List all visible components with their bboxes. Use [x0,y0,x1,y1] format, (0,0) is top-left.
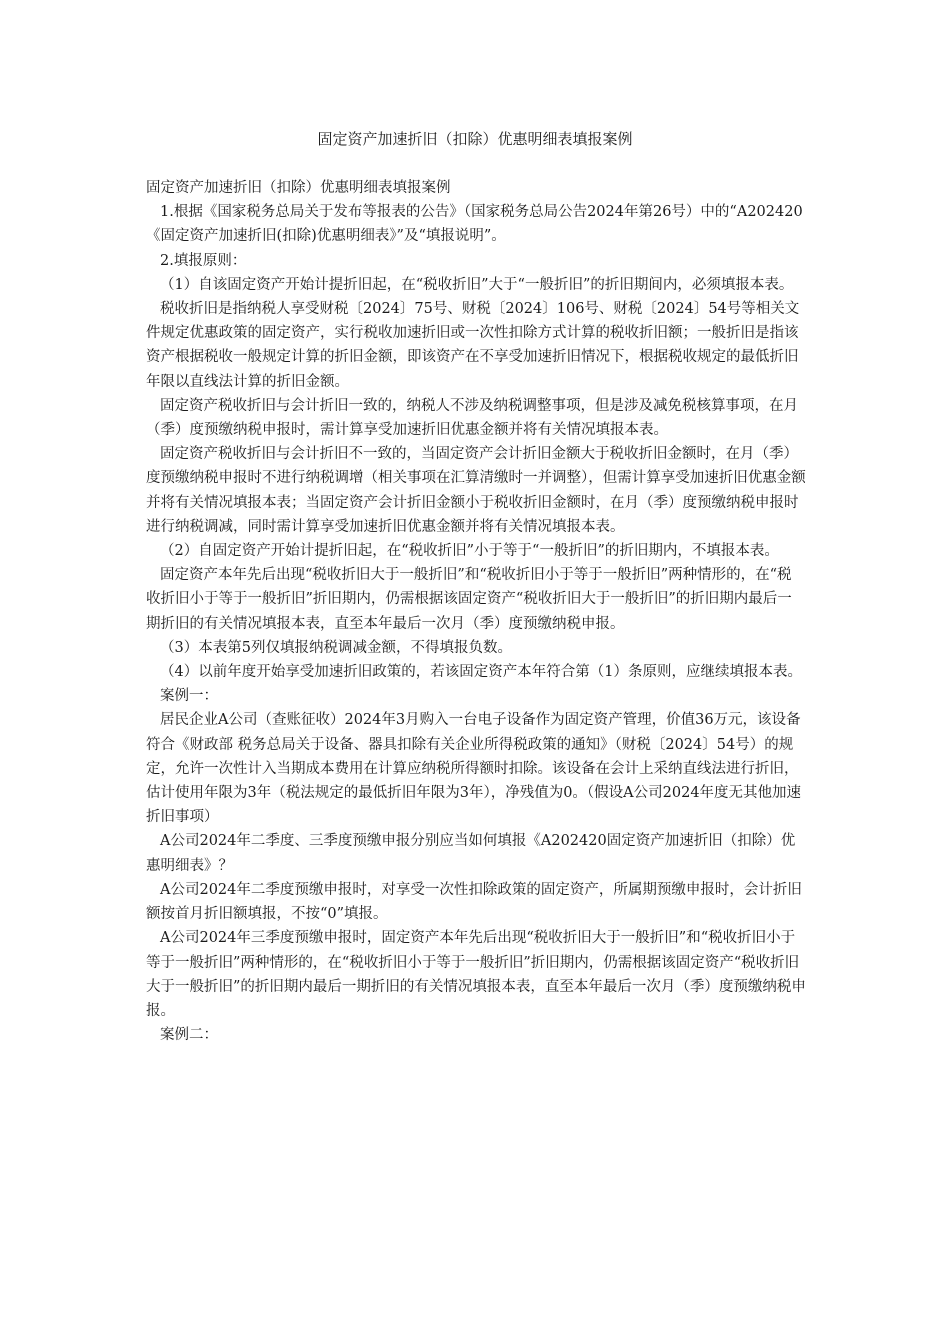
page-title: 固定资产加速折旧（扣除）优惠明细表填报案例 [317,130,633,148]
body-paragraph: A公司2024年二季度预缴申报时，对享受一次性扣除政策的固定资产，所属期预缴申报时，会计折旧额按首月折旧额填报，不按“0”填报。 [146,881,802,923]
body-paragraph: 居民企业A公司（查账征收）2024年3月购入一台电子设备作为固定资产管理，价值36万元，该设备符合《财政部 税务总局关于设备、器具扣除有关企业所得税政策的通知》（财税〔2024〕54号）的规定，允许一次性计入当期成本费用在计算应纳税所得额时扣除。该设备在会计上采纳直线法进行折旧，估计使用年限为3年（税法规定的最低折旧年限为3年），净残值为0。（假设A公司2024年度无其他加速折旧事项） [146,712,802,826]
body-paragraph: （2）自固定资产开始计提折旧起，在“税收折旧”小于等于“一般折旧”的折旧期内，不填报本表。 [160,543,779,560]
body-paragraph: A公司2024年三季度预缴申报时，固定资产本年先后出现“税收折旧大于一般折旧”和“税收折旧小于等于一般折旧”两种情形的，在“税收折旧小于等于一般折旧”折旧期内，仍需根据该固定资产“税收折旧大于一般折旧”的折旧期内最后一期折旧的有关情况填报本表，直至本年最后一次月（季）度预缴纳税申报。 [146,930,806,1019]
document-body [146,176,806,1047]
body-paragraph: （1）自该固定资产开始计提折旧起，在“税收折旧”大于“一般折旧”的折旧期间内，必须填报本表。 [160,276,794,293]
body-paragraph: 案例一： [160,688,218,705]
body-paragraph: 固定资产税收折旧与会计折旧不一致的，当固定资产会计折旧金额大于税收折旧金额时，在月（季）度预缴纳税申报时不进行纳税调增（相关事项在汇算清缴时一并调整），但需计算享受加速折旧优惠金额并将有关情况填报本表；当固定资产会计折旧金额小于税收折旧金额时，在月（季）度预缴纳税申报时进行纳税调减，同时需计算享受加速折旧优惠金额并将有关情况填报本表。 [146,446,806,535]
body-paragraph: 1.根据《国家税务总局关于发布等报表的公告》（国家税务总局公告2024年第26号）中的“A202420《固定资产加速折旧(扣除)优惠明细表》”及“填报说明”。 [146,204,803,245]
body-paragraph: （4）以前年度开始享受加速折旧政策的，若该固定资产本年符合第（1）条原则，应继续填报本表。 [160,664,802,681]
body-paragraph: 案例二： [160,1027,218,1044]
body-paragraph: （3）本表第5列仅填报纳税调减金额，不得填报负数。 [160,639,512,656]
body-paragraph: 2.填报原则： [160,252,247,269]
section-heading: 固定资产加速折旧（扣除）优惠明细表填报案例 [146,180,451,196]
body-paragraph: 税收折旧是指纳税人享受财税〔2024〕75号、财税〔2024〕106号、财税〔2024〕54号等相关文件规定优惠政策的固定资产，实行税收加速折旧或一次性扣除方式计算的税收折旧额；一般折旧是指该资产根据税收一般规定计算的折旧金额，即该资产在不享受加速折旧情况下，根据税收规定的最低折旧年限以直线法计算的折旧金额。 [146,301,800,390]
body-paragraph: 固定资产本年先后出现“税收折旧大于一般折旧”和“税收折旧小于等于一般折旧”两种情形的，在“税收折旧小于等于一般折旧”折旧期内，仍需根据该固定资产“税收折旧大于一般折旧”的折旧期内最后一期折旧的有关情况填报本表，直至本年最后一次月（季）度预缴纳税申报。 [146,567,792,632]
body-paragraph: 固定资产税收折旧与会计折旧一致的，纳税人不涉及纳税调整事项，但是涉及减免税核算事项，在月（季）度预缴纳税申报时，需计算享受加速折旧优惠金额并将有关情况填报本表。 [146,397,798,439]
body-paragraph: A公司2024年二季度、三季度预缴申报分别应当如何填报《A202420固定资产加速折旧（扣除）优惠明细表》？ [146,833,796,874]
